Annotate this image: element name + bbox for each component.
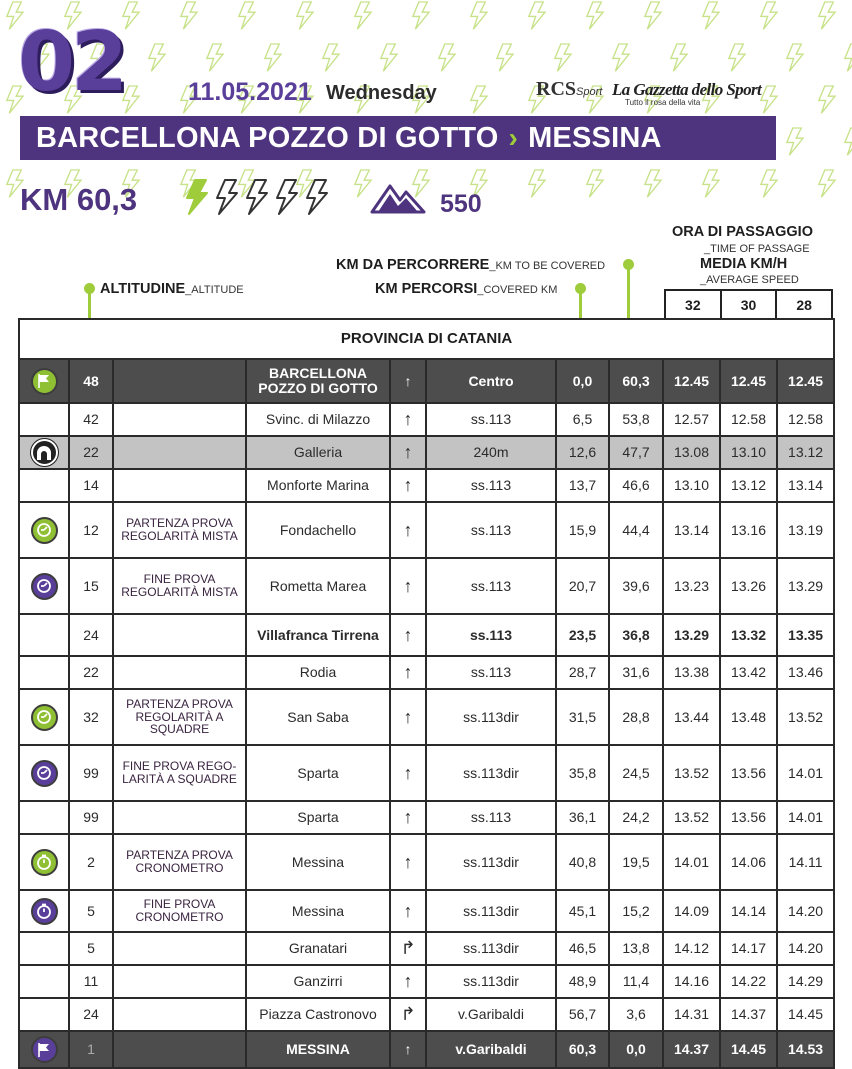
km-covered-cell: 56,7 [556,998,609,1031]
start-flag-icon [31,368,58,395]
km-covered-legend: KM PERCORSI_COVERED KM [375,281,558,297]
time-28-cell: 12.45 [777,359,834,403]
pattern-bolt-icon [761,86,777,113]
event-note-cell: FINE PROVA REGOLARITÀ MISTA [113,558,246,614]
location-cell: Granatari [246,932,390,965]
time-30-cell: 13.48 [720,689,777,745]
km-covered-cell: 36,1 [556,801,609,834]
row-icon-cell [19,801,69,834]
route-row [19,834,834,890]
km-covered-cell: 60,3 [556,1031,609,1068]
time-30-cell: 14.22 [720,965,777,998]
event-note-cell [113,436,246,469]
event-note-cell [113,965,246,998]
event-note-cell [113,359,246,403]
pattern-bolt-icon [703,170,719,197]
location-cell: Messina [246,834,390,890]
km-remaining-cell: 19,5 [609,834,663,890]
row-icon-cell [19,745,69,801]
event-note-cell [113,1031,246,1068]
altitude-cell: 14 [69,469,113,502]
time-30-cell: 13.42 [720,656,777,689]
altitude-cell: 99 [69,801,113,834]
road-cell: v.Garibaldi [426,998,556,1031]
road-cell: Centro [426,359,556,403]
time-30-cell: 13.10 [720,436,777,469]
direction-arrow-icon: ↑ [390,359,426,403]
time-28-cell: 13.19 [777,502,834,558]
altitude-pin-line [88,292,91,318]
km-remaining-cell: 28,8 [609,689,663,745]
km-covered-cell: 12,6 [556,436,609,469]
direction-arrow-icon: ↑ [390,502,426,558]
route-row [19,614,834,656]
event-note-cell: FINE PROVA CRONOMETRO [113,890,246,932]
time-28-cell: 14.20 [777,890,834,932]
km-covered-cell: 46,5 [556,932,609,965]
row-icon-cell [19,689,69,745]
road-cell: ss.113 [426,801,556,834]
road-cell: ss.113dir [426,932,556,965]
mountain-icon [370,180,426,214]
km-covered-cell: 48,9 [556,965,609,998]
time-28-cell: 14.20 [777,932,834,965]
route-row [19,436,834,469]
altitude-cell: 15 [69,558,113,614]
route-row [19,965,834,998]
pattern-bolt-icon [323,44,339,71]
direction-arrow-icon: ↱ [390,998,426,1031]
location-cell: BARCELLONA POZZO DI GOTTO [246,359,390,403]
pattern-bolt-icon [239,2,255,29]
stage-number: 02 [18,15,125,110]
direction-arrow-icon: ↑ [390,403,426,436]
location-cell: Fondachello [246,502,390,558]
time-30-cell: 14.06 [720,834,777,890]
avg-speed-legend: MEDIA KM/H [700,256,788,272]
km-covered-pin-line [579,292,582,318]
time-of-passage-legend: ORA DI PASSAGGIO [672,224,813,240]
event-note-cell [113,932,246,965]
rcs-sport-logo: RCSSport [536,78,603,100]
province-row [19,319,834,359]
time-28-cell: 13.12 [777,436,834,469]
time-32-cell: 13.44 [663,689,720,745]
road-cell: ss.113 [426,656,556,689]
km-covered-cell: 15,9 [556,502,609,558]
time-28-cell: 13.35 [777,614,834,656]
pattern-bolt-icon [471,2,487,29]
altitude-cell: 24 [69,614,113,656]
time-28-cell: 14.29 [777,965,834,998]
pattern-bolt-icon [645,2,661,29]
row-icon-cell [19,998,69,1031]
time-32-cell: 13.52 [663,801,720,834]
gazzetta-logo: La Gazzetta dello Sport [612,80,762,99]
direction-arrow-icon: ↑ [390,436,426,469]
direction-arrow-icon: ↑ [390,801,426,834]
route-row [19,469,834,502]
time-30-cell: 14.45 [720,1031,777,1068]
time-32-cell: 14.37 [663,1031,720,1068]
pattern-bolt-icon [787,44,803,71]
route-row [19,1031,834,1068]
pattern-bolt-icon [497,44,513,71]
route-row [19,502,834,558]
km-remaining-cell: 53,8 [609,403,663,436]
road-cell: ss.113dir [426,834,556,890]
elevation-gain: 550 [440,190,482,218]
road-cell: ss.113dir [426,890,556,932]
avg-speed-legend-en: _AVERAGE SPEED [700,274,799,286]
altitude-cell: 99 [69,745,113,801]
time-30-cell: 13.16 [720,502,777,558]
direction-arrow-icon: ↑ [390,1031,426,1068]
pattern-bolt-icon [845,128,852,155]
direction-arrow-icon: ↱ [390,932,426,965]
km-covered-cell: 35,8 [556,745,609,801]
km-remaining-cell: 60,3 [609,359,663,403]
km-remaining-cell: 13,8 [609,932,663,965]
time-32-cell: 13.23 [663,558,720,614]
location-cell: San Saba [246,689,390,745]
time-28-cell: 14.01 [777,801,834,834]
km-remaining-cell: 46,6 [609,469,663,502]
pattern-bolt-icon [529,2,545,29]
chrono-finish-icon [31,898,58,925]
road-cell: v.Garibaldi [426,1031,556,1068]
direction-arrow-icon: ↑ [390,890,426,932]
route-timetable [18,318,835,1069]
pattern-bolt-icon [439,44,455,71]
time-30-cell: 14.17 [720,932,777,965]
location-cell: Ganzirri [246,965,390,998]
km-covered-cell: 45,1 [556,890,609,932]
pattern-bolt-icon [555,44,571,71]
time-28-cell: 13.52 [777,689,834,745]
row-icon-cell [19,1031,69,1068]
location-cell: Sparta [246,745,390,801]
road-cell: ss.113 [426,614,556,656]
direction-arrow-icon: ↑ [390,834,426,890]
road-cell: ss.113 [426,469,556,502]
regularity-finish-icon [31,760,58,787]
pattern-bolt-icon [703,2,719,29]
route-row [19,656,834,689]
gazzetta-tagline: Tutto il rosa della vita [625,98,701,107]
km-covered-cell: 6,5 [556,403,609,436]
direction-arrow-icon: ↑ [390,656,426,689]
location-cell: Sparta [246,801,390,834]
altitude-legend: ALTITUDINE_ALTITUDE [100,281,244,297]
pattern-bolt-icon [671,44,687,71]
time-30-cell: 12.45 [720,359,777,403]
time-30-cell: 14.37 [720,998,777,1031]
event-note-cell [113,469,246,502]
altitude-cell: 2 [69,834,113,890]
route-row [19,890,834,932]
direction-arrow-icon: ↑ [390,469,426,502]
route-row [19,745,834,801]
time-32-cell: 14.31 [663,998,720,1031]
chrono-start-icon [31,849,58,876]
time-32-cell: 14.16 [663,965,720,998]
row-icon-cell [19,965,69,998]
row-icon-cell [19,502,69,558]
time-30-cell: 14.14 [720,890,777,932]
pattern-bolt-icon [729,44,745,71]
pattern-bolt-icon [471,86,487,113]
bolt-outline-icon [245,179,269,215]
time-30-cell: 13.56 [720,745,777,801]
time-32-cell: 12.45 [663,359,720,403]
location-cell: Rometta Marea [246,558,390,614]
km-covered-cell: 0,0 [556,359,609,403]
pattern-bolt-icon [355,170,371,197]
km-covered-cell: 31,5 [556,689,609,745]
pattern-bolt-icon [297,2,313,29]
regularity-start-icon [31,704,58,731]
location-cell: Galleria [246,436,390,469]
pattern-bolt-icon [587,170,603,197]
pattern-bolt-icon [613,44,629,71]
km-remaining-cell: 24,2 [609,801,663,834]
pattern-bolt-icon [587,2,603,29]
pattern-bolt-icon [123,86,139,113]
km-remaining-cell: 36,8 [609,614,663,656]
stage-weekday: Wednesday [326,82,437,104]
km-remaining-cell: 0,0 [609,1031,663,1068]
stage-distance: KM 60,3 [20,182,138,217]
altitude-cell: 5 [69,932,113,965]
road-cell: 240m [426,436,556,469]
bolt-outline-icon [275,179,299,215]
time-28-cell: 14.53 [777,1031,834,1068]
road-cell: ss.113dir [426,745,556,801]
route-row [19,403,834,436]
pattern-bolt-icon [123,2,139,29]
pattern-bolt-icon [149,44,165,71]
direction-arrow-icon: ↑ [390,614,426,656]
time-32-cell: 13.10 [663,469,720,502]
pattern-bolt-icon [761,2,777,29]
bolt-filled-icon [185,179,209,215]
route-row [19,359,834,403]
event-note-cell: PARTENZA PROVA REGOLARITÀ MISTA [113,502,246,558]
event-note-cell [113,614,246,656]
row-icon-cell [19,403,69,436]
time-32-cell: 12.57 [663,403,720,436]
route-row [19,998,834,1031]
direction-arrow-icon: ↑ [390,689,426,745]
pattern-bolt-icon [761,170,777,197]
difficulty-rating [185,179,329,215]
route-title-bar [20,116,776,160]
time-28-cell: 14.45 [777,998,834,1031]
time-28-cell: 13.14 [777,469,834,502]
km-covered-cell: 40,8 [556,834,609,890]
time-32-cell: 13.14 [663,502,720,558]
km-to-cover-pin-line [627,268,630,318]
altitude-cell: 5 [69,890,113,932]
altitude-cell: 11 [69,965,113,998]
route-row [19,801,834,834]
row-icon-cell [19,656,69,689]
km-remaining-cell: 15,2 [609,890,663,932]
road-cell: ss.113dir [426,689,556,745]
km-remaining-cell: 11,4 [609,965,663,998]
time-28-cell: 14.01 [777,745,834,801]
road-cell: ss.113 [426,558,556,614]
time-32-cell: 14.01 [663,834,720,890]
km-remaining-cell: 39,6 [609,558,663,614]
pattern-bolt-icon [819,170,835,197]
location-cell: MESSINA [246,1031,390,1068]
pattern-bolt-icon [181,2,197,29]
pattern-bolt-icon [845,44,852,71]
event-note-cell [113,656,246,689]
altitude-cell: 22 [69,436,113,469]
row-icon-cell [19,558,69,614]
road-cell: ss.113dir [426,965,556,998]
route-arrow-icon: › [508,122,519,153]
regularity-finish-icon [31,573,58,600]
location-cell: Villafranca Tirrena [246,614,390,656]
route-row [19,932,834,965]
road-cell: ss.113 [426,502,556,558]
road-cell: ss.113 [426,403,556,436]
event-note-cell: FINE PROVA REGO-LARITÀ A SQUADRE [113,745,246,801]
event-note-cell [113,998,246,1031]
event-note-cell [113,403,246,436]
pattern-bolt-icon [787,128,803,155]
km-covered-cell: 23,5 [556,614,609,656]
speed-32: 32 [685,297,701,313]
pattern-bolt-icon [265,44,281,71]
time-28-cell: 13.46 [777,656,834,689]
speed-header [664,289,833,319]
altitude-cell: 24 [69,998,113,1031]
time-28-cell: 13.29 [777,558,834,614]
route-row [19,689,834,745]
direction-arrow-icon: ↑ [390,558,426,614]
location-cell: Svinc. di Milazzo [246,403,390,436]
event-note-cell: PARTENZA PROVA REGOLARITÀ A SQUADRE [113,689,246,745]
time-30-cell: 13.56 [720,801,777,834]
time-of-passage-legend-en: _TIME OF PASSAGE [704,243,810,255]
time-32-cell: 13.08 [663,436,720,469]
time-32-cell: 13.38 [663,656,720,689]
finish-flag-icon [31,1036,58,1063]
km-remaining-cell: 47,7 [609,436,663,469]
start-city: BARCELLONA POZZO DI GOTTO [36,121,499,154]
row-icon-cell [19,469,69,502]
stage-date: 11.05.2021 [188,78,312,106]
bolt-outline-icon [215,179,239,215]
km-covered-cell: 20,7 [556,558,609,614]
altitude-cell: 32 [69,689,113,745]
km-covered-cell: 28,7 [556,656,609,689]
altitude-cell: 1 [69,1031,113,1068]
direction-arrow-icon: ↑ [390,745,426,801]
bolt-outline-icon [305,179,329,215]
time-32-cell: 14.09 [663,890,720,932]
row-icon-cell [19,932,69,965]
km-remaining-cell: 24,5 [609,745,663,801]
pattern-bolt-icon [207,44,223,71]
row-icon-cell [19,436,69,469]
pattern-bolt-icon [413,2,429,29]
time-32-cell: 14.12 [663,932,720,965]
altitude-cell: 48 [69,359,113,403]
event-note-cell: PARTENZA PROVA CRONOMETRO [113,834,246,890]
row-icon-cell [19,890,69,932]
pattern-bolt-icon [355,2,371,29]
pattern-bolt-icon [529,170,545,197]
altitude-cell: 42 [69,403,113,436]
row-icon-cell [19,359,69,403]
route-row [19,558,834,614]
speed-30: 30 [720,291,776,319]
altitude-cell: 12 [69,502,113,558]
km-to-cover-legend: KM DA PERCORRERE_KM TO BE COVERED [336,257,606,273]
direction-arrow-icon: ↑ [390,965,426,998]
location-cell: Monforte Marina [246,469,390,502]
location-cell: Rodia [246,656,390,689]
tunnel-icon [31,439,58,466]
time-30-cell: 13.26 [720,558,777,614]
km-covered-cell: 13,7 [556,469,609,502]
km-remaining-cell: 31,6 [609,656,663,689]
time-30-cell: 12.58 [720,403,777,436]
time-32-cell: 13.52 [663,745,720,801]
altitude-cell: 22 [69,656,113,689]
finish-city: MESSINA [528,121,662,154]
location-cell: Messina [246,890,390,932]
regularity-start-icon [31,517,58,544]
pattern-bolt-icon [645,170,661,197]
location-cell: Piazza Castronovo [246,998,390,1031]
event-note-cell [113,801,246,834]
time-30-cell: 13.32 [720,614,777,656]
pattern-bolt-icon [381,44,397,71]
province-name: PROVINCIA DI CATANIA [19,319,834,359]
time-30-cell: 13.12 [720,469,777,502]
speed-28: 28 [775,291,831,319]
time-28-cell: 14.11 [777,834,834,890]
row-icon-cell [19,834,69,890]
time-28-cell: 12.58 [777,403,834,436]
pattern-bolt-icon [819,2,835,29]
time-32-cell: 13.29 [663,614,720,656]
km-remaining-cell: 44,4 [609,502,663,558]
pattern-bolt-icon [819,86,835,113]
km-remaining-cell: 3,6 [609,998,663,1031]
row-icon-cell [19,614,69,656]
